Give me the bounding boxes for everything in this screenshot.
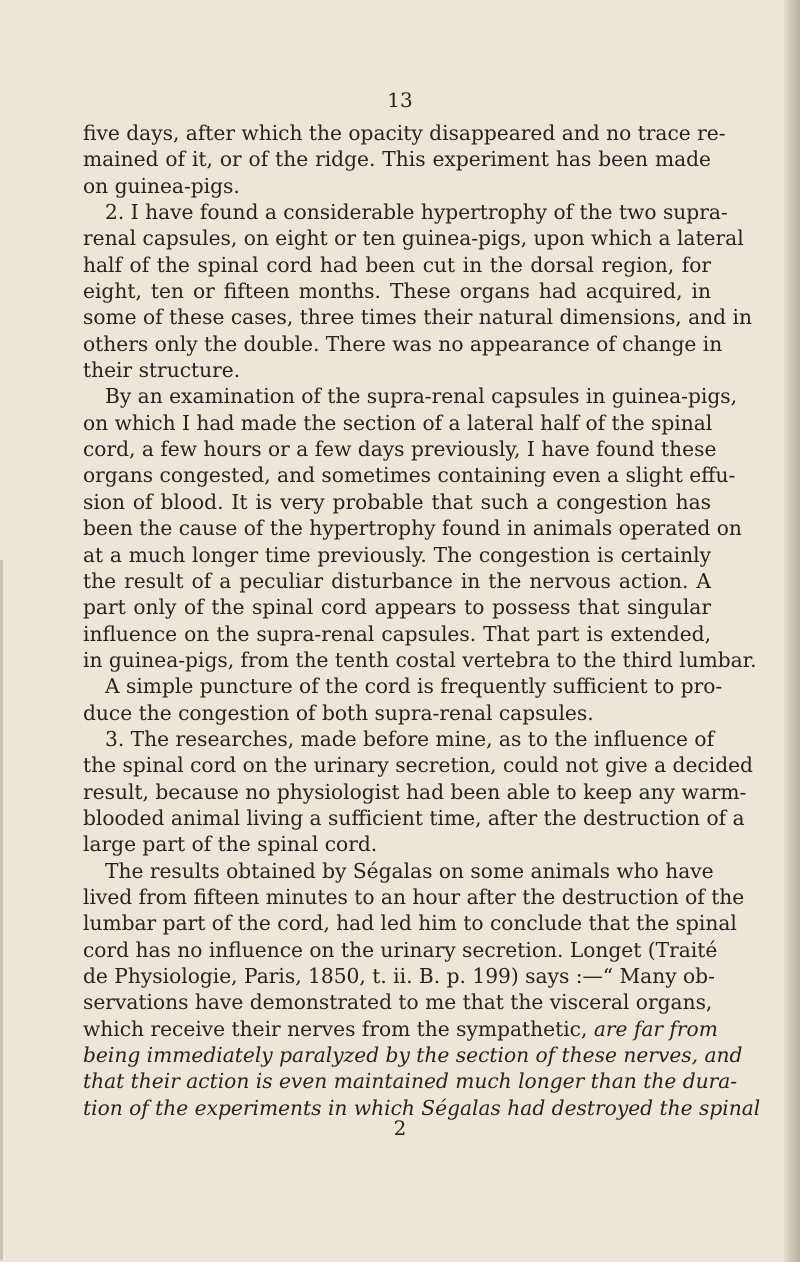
text-line [83, 937, 718, 963]
text-segment: half of the spinal cord had been cut in the dorsal region, for [83, 252, 711, 277]
text-segment: on which I had made the section of a lateral half of the spinal [83, 410, 713, 435]
text-segment: The results obtained by Ségalas on some animals who have [105, 858, 714, 883]
text-line [83, 173, 711, 199]
text-segment: By an examination of the supra-renal capsules in guinea-pigs, [105, 384, 738, 409]
text-segment: five days, after which the opacity disappeared and no trace re- [83, 121, 726, 145]
italic-text: tion of the experiments in which Ségalas had destroyed the spinal [83, 1095, 761, 1120]
text-segment: the spinal cord on the urinary secretion, could not give a decided [83, 753, 753, 778]
text-line [83, 910, 737, 936]
text-segment: de Physiologie, Paris, 1850, t. ii. B. p. 199) says :—“ Many ob- [83, 964, 715, 988]
text-segment: some of these cases, three times their natural dimensions, and in [83, 305, 752, 330]
text-line [83, 1042, 743, 1068]
text-segment: in guinea-pigs, from the tenth costal vertebra to the third lumbar. [83, 647, 757, 672]
text-line [83, 1068, 738, 1094]
text-line [83, 252, 711, 278]
text-segment: mained of it, or of the ridge. This experiment has been made [83, 147, 711, 172]
text-segment: duce the congestion of both supra-renal capsules. [83, 700, 594, 725]
text-line [83, 963, 715, 989]
text-segment: at a much longer time previously. The congestion is certainly [83, 542, 711, 567]
text-line [83, 489, 711, 515]
text-line [83, 700, 711, 726]
text-line [83, 383, 738, 409]
text-segment: on guinea-pigs. [83, 173, 240, 198]
text-segment: cord has no influence on the urinary secretion. Longet (Traité [83, 937, 718, 962]
text-segment: servations have demonstrated to me that the visceral organs, [83, 990, 713, 1015]
text-segment: lived from fifteen minutes to an hour after the destruction of the [83, 884, 745, 909]
text-line [83, 805, 745, 831]
text-line [83, 225, 744, 251]
text-segment: result, because no physiologist had been able to keep any warm- [83, 779, 747, 804]
text-line [83, 726, 715, 752]
text-segment: renal capsules, on eight or ten guinea-pigs, upon which a lateral [83, 226, 744, 251]
text-line [83, 515, 742, 541]
page-number: 13 [387, 88, 413, 112]
italic-text: are far from [593, 1016, 718, 1041]
text-line [83, 752, 753, 778]
text-line [83, 146, 711, 172]
page-edge-shadow [784, 0, 800, 1262]
text-segment: large part of the spinal cord. [83, 832, 378, 857]
text-line [83, 410, 711, 436]
text-line [83, 884, 745, 910]
text-line [83, 621, 711, 647]
text-segment: which receive their nerves from the sympathetic, [83, 1016, 594, 1041]
text-segment: sion of blood. It is very probable that such a congestion has [83, 489, 711, 514]
text-segment: 3. The researches, made before mine, as to the influence of [105, 726, 715, 751]
binding-mark [0, 560, 3, 1260]
text-line [83, 331, 723, 357]
text-segment: A simple puncture of the cord is frequently sufficient to pro- [105, 674, 723, 699]
text-line [83, 831, 711, 857]
text-line [83, 779, 747, 805]
text-line [83, 673, 723, 699]
text-line [83, 357, 711, 383]
text-segment: influence on the supra-renal capsules. That part is extended, [83, 621, 711, 646]
text-line [83, 594, 711, 620]
signature-mark: 2 [393, 1116, 407, 1140]
text-line [83, 436, 717, 462]
text-line [83, 1016, 718, 1042]
text-segment: blooded animal living a sufficient time, after the destruction of a [83, 805, 745, 830]
text-line [83, 199, 728, 225]
text-segment: others only the double. There was no appearance of change in [83, 331, 723, 356]
text-segment: the result of a peculiar disturbance in the nervous action. A [83, 568, 711, 593]
body-text [83, 120, 761, 1121]
text-line [83, 858, 714, 884]
text-segment: 2. I have found a considerable hypertrophy of the two supra- [105, 200, 728, 225]
italic-text: that their action is even maintained much longer than the dura- [83, 1069, 738, 1094]
text-segment: been the cause of the hypertrophy found in animals operated on [83, 516, 742, 541]
text-line [83, 462, 736, 488]
text-segment: their structure. [83, 358, 241, 383]
text-segment: part only of the spinal cord appears to possess that singular [83, 595, 711, 620]
text-line [83, 120, 726, 146]
text-segment: cord, a few hours or a few days previously, I have found these [83, 437, 717, 462]
text-segment: eight, ten or fifteen months. These organs had acquired, in [83, 279, 711, 304]
text-segment: lumbar part of the cord, had led him to conclude that the spinal [83, 911, 737, 936]
text-segment: organs congested, and sometimes containing even a slight effu- [83, 463, 736, 488]
text-line [83, 304, 752, 330]
text-line [83, 989, 711, 1015]
text-line [83, 647, 757, 673]
italic-text: being immediately paralyzed by the section of these nerves, and [83, 1043, 743, 1068]
text-line [83, 568, 711, 594]
text-line [83, 278, 711, 304]
text-line [83, 542, 711, 568]
